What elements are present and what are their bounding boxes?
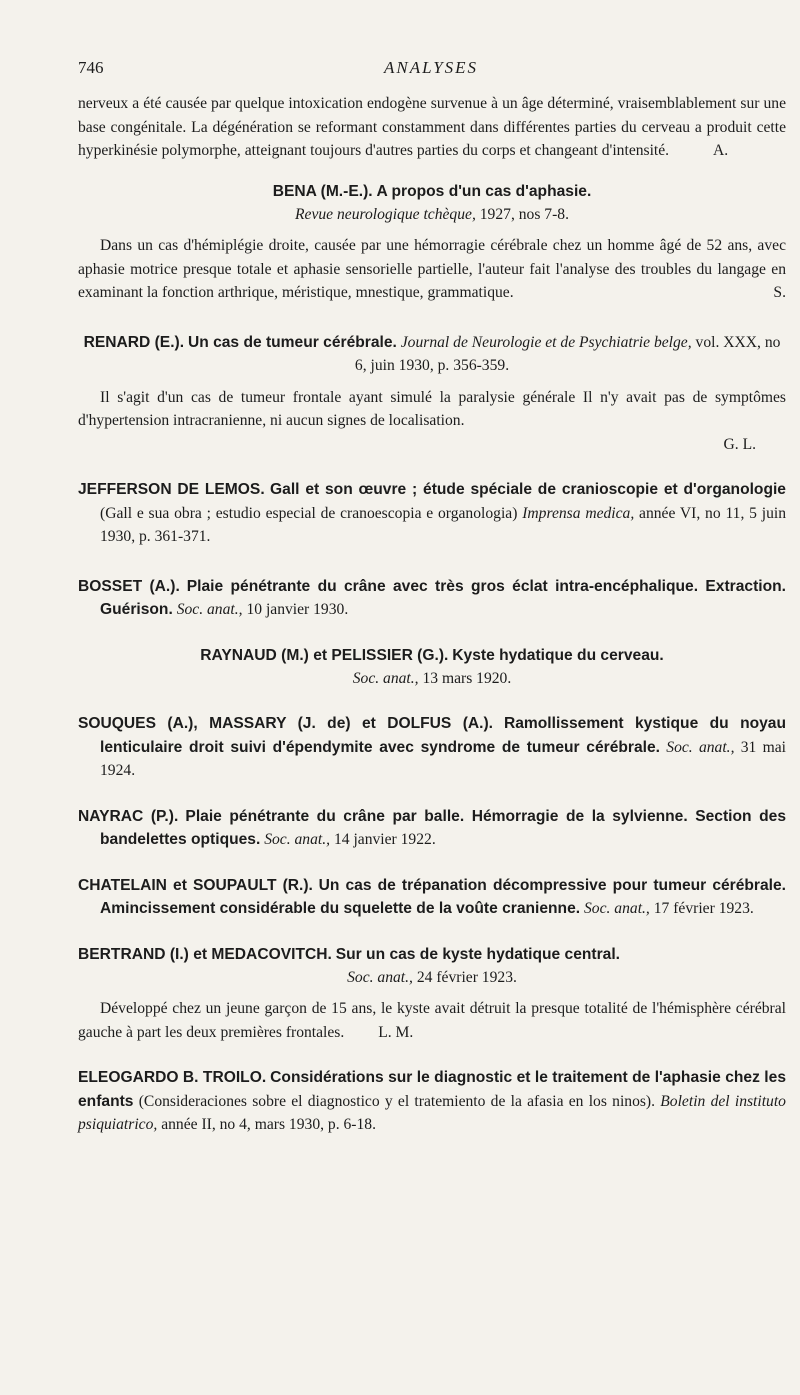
entry-title: A propos d'un cas d'aphasie. (376, 182, 592, 200)
entry-original-title: (Gall e sua obra ; estudio especial de cranoescopia e organologia) (100, 504, 518, 522)
page-number: 746 (78, 58, 104, 77)
entry-title: Plaie pénétrante du crâne par balle. Hémorragie de la sylvienne. Section des bandelettes optiques. (100, 807, 786, 848)
entry-journal: Boletin del instituto psiquiatrico, (78, 1092, 786, 1133)
entry-title: Un cas de tumeur cérébrale. (187, 333, 397, 351)
entry-journal: Revue neurologique tchèque, (295, 206, 476, 223)
entry-signature-line (78, 433, 786, 457)
entry-reference: 24 février 1923. (416, 969, 517, 986)
abstract-entry (78, 805, 786, 852)
abstract-entry (78, 644, 786, 691)
entry-abstract-text: Dans un cas d'hémiplégie droite, causée par une hémorragie cérébrale chez un homme âgé de 52 ans, avec aphasie motrice presque totale et aphasie sensorielle partielle, l'auteur fait l'analyse des troubles du langage en examinant la fonction arthrique, méristique, mnestique, grammatique. (78, 237, 786, 301)
entry-heading (78, 805, 786, 852)
entry-heading (78, 644, 786, 668)
entry-abstract-text: Développé chez un jeune garçon de 15 ans, le kyste avait détruit la presque totalité de l'hémisphère cérébral gauche à part les deux premières frontales. (78, 1000, 786, 1041)
entry-abstract (78, 386, 786, 433)
entry-reference: année II, no 4, mars 1930, p. 6-18. (161, 1116, 376, 1133)
entry-journal: Journal de Neurologie et de Psychiatrie belge, (400, 333, 692, 351)
entry-original-title: (Consideraciones sobre el diagnostico y el tratemiento de la afasia en los ninos). (138, 1092, 656, 1110)
entry-title: Considérations sur le diagnostic et le traitement de l'aphasie chez les enfants (78, 1069, 786, 1110)
entry-journal: Soc. anat., (584, 900, 650, 917)
entry-abstract (78, 234, 786, 305)
entry-journal: Soc. anat., (352, 670, 419, 687)
entry-journal: Soc. anat., (347, 969, 413, 986)
abstract-entry (78, 575, 786, 622)
entry-author: ELEOGARDO B. TROILO. (78, 1069, 267, 1086)
entry-reference: 1927, nos 7-8. (479, 206, 569, 223)
entry-title: Kyste hydatique du cerveau. (452, 646, 664, 664)
abstract-entry (78, 1066, 786, 1137)
entry-signature: G. L. (723, 435, 756, 453)
abstract-entry (78, 478, 786, 549)
entry-journal: Soc. anat., (176, 601, 243, 618)
abstract-entry (78, 874, 786, 921)
entry-reference: vol. XXX, no 6, juin 1930, p. 356-359. (354, 333, 781, 374)
entry-reference: 10 janvier 1930. (246, 601, 349, 618)
entry-heading (78, 575, 786, 622)
entry-author: NAYRAC (P.). (78, 807, 179, 825)
entry-reference: 31 mai 1924. (100, 738, 786, 779)
entry-abstract-text: Il s'agit d'un cas de tumeur frontale ayant simulé la paralysie générale Il n'y avait pas de symptômes d'hypertension intracranienne, ni aucun signes de localisation. (78, 388, 786, 429)
intro-text: nerveux a été causée par quelque intoxication endogène survenue à un âge déterminé, vraisemblablement sur une base congénitale. La dégénération se reformant constamment dans différentes parties du cerveau a produit cette hyperkinésie polymorphe, atteignant toujours d'autres parties du corps et changeant d'intensité. (78, 95, 786, 159)
running-head (78, 58, 784, 82)
entry-journal: Soc. anat., (666, 738, 735, 756)
entry-heading (78, 331, 786, 378)
entry-author: BOSSET (A.). (78, 577, 180, 595)
entry-reference: 14 janvier 1922. (333, 831, 436, 848)
entry-signature: S. (773, 284, 786, 301)
entry-reference: année VI, no 11, 5 juin 1930, p. 361-371. (100, 504, 787, 545)
entry-title: Plaie pénétrante du crâne avec très gros éclat intra-encéphalique. Extraction. Guérison. (100, 577, 786, 618)
entry-heading (78, 874, 786, 921)
entry-source (78, 667, 786, 690)
abstract-entry (78, 712, 786, 783)
entry-reference: 17 février 1923. (653, 900, 754, 917)
entry-author: BERTRAND (I.) et MEDACOVITCH. (78, 945, 332, 963)
entry-heading (78, 478, 786, 549)
entry-title: Sur un cas de kyste hydatique central. (335, 945, 620, 963)
page-content (78, 92, 786, 1137)
entry-abstract (78, 997, 786, 1044)
entry-journal: Imprensa medica, (522, 504, 635, 522)
abstract-entry (78, 180, 786, 305)
entry-journal: Soc. anat., (264, 831, 331, 848)
entry-reference: 13 mars 1920. (422, 670, 512, 687)
entry-heading (78, 943, 786, 967)
abstract-entry (78, 331, 786, 457)
intro-paragraph (78, 92, 786, 163)
entry-title: Ramollissement kystique du noyau lenticulaire droit suivi d'épendymite avec syndrome de tumeur cérébrale. (100, 715, 786, 756)
entry-signature: L. M. (378, 1023, 414, 1041)
entry-source (78, 966, 786, 989)
entry-author: SOUQUES (A.), MASSARY (J. de) et DOLFUS (A.). (78, 715, 494, 732)
running-title: ANALYSES (383, 58, 479, 77)
entry-heading (78, 712, 786, 783)
entry-heading (78, 180, 786, 204)
entry-author: RAYNAUD (M.) et PELISSIER (G.). (200, 646, 449, 664)
entry-author: CHATELAIN et SOUPAULT (R.). (78, 876, 313, 894)
entry-author: JEFFERSON DE LEMOS. (78, 481, 265, 498)
entry-author: RENARD (E.). (83, 333, 185, 351)
intro-signature: A. (713, 142, 729, 159)
entry-source (78, 203, 786, 226)
abstract-entry (78, 943, 786, 1045)
entry-title: Un cas de trépanation décompressive pour tumeur cérébrale. Amincissement considérable du squelette de la voûte cranienne. (100, 876, 787, 917)
entry-title: Gall et son œuvre ; étude spéciale de cranioscopie et d'organologie (270, 481, 786, 498)
entry-heading (78, 1066, 786, 1137)
entry-author: BENA (M.-E.). (272, 182, 373, 200)
